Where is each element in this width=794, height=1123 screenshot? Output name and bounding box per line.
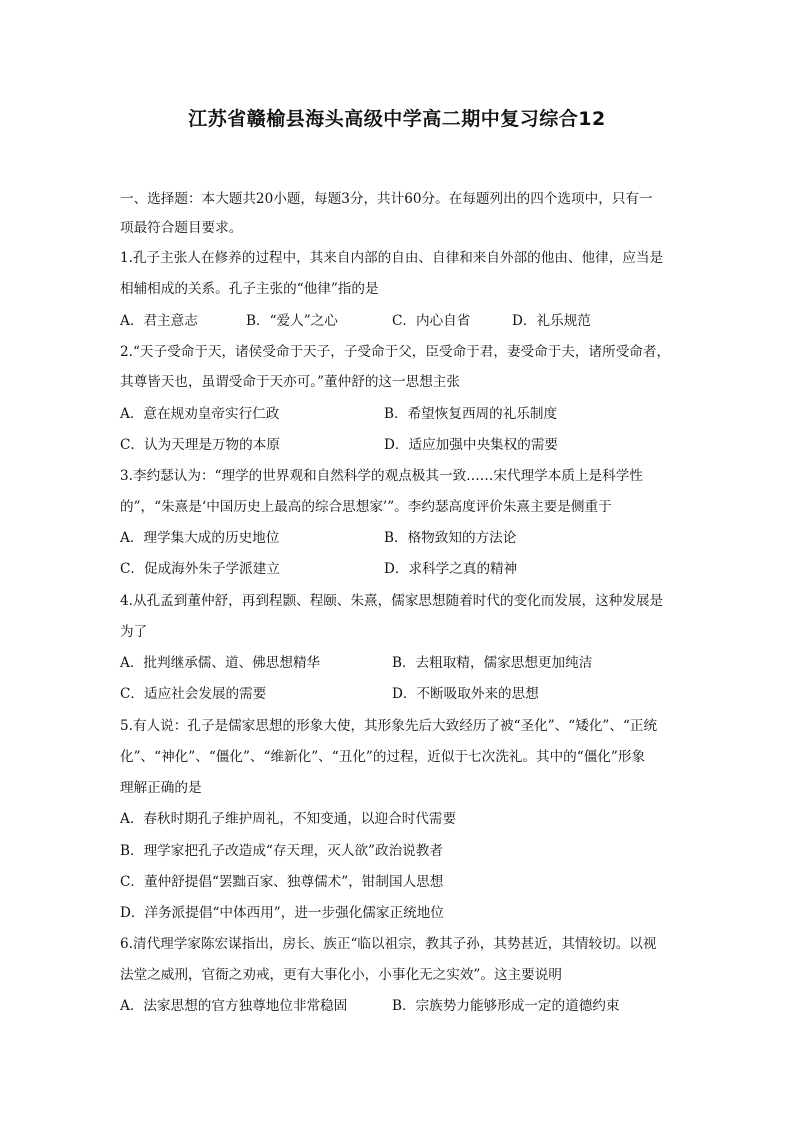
question-5-option-d: D．洋务派提倡“中体西用”，进一步强化儒家正统地位 — [120, 905, 444, 921]
question-1-option-c: C．内心自省 — [392, 313, 471, 329]
question-3-option-b: B．格物致知的方法论 — [384, 530, 517, 546]
question-2-text: 其尊皆天也，虽谓受命于天亦可。”董仲舒的这一思想主张 — [120, 374, 460, 390]
question-1-option-a: A．君主意志 — [120, 313, 198, 329]
question-2-option-c: C．认为天理是万物的本原 — [120, 437, 280, 453]
question-4-option-d: D．不断吸取外来的思想 — [392, 686, 539, 702]
question-5-option-a: A．春秋时期孔子维护周礼，不知变通，以迎合时代需要 — [120, 811, 457, 827]
question-3-option-a: A．理学集大成的历史地位 — [120, 530, 280, 546]
question-6-text: 6.清代理学家陈宏谋指出，房长、族正“临以祖宗，教其子孙，其势甚近，其情较切。以视 — [120, 936, 657, 952]
question-5-option-b: B．理学家把孔子改造成“存天理，灭人欲”政治说教者 — [120, 843, 443, 859]
question-2-text: 2.“天子受命于天，诸侯受命于天子，子受命于父，臣受命于君，妻受命于夫，诸所受命者， — [120, 344, 671, 360]
question-3-option-c: C．促成海外朱子学派建立 — [120, 561, 280, 577]
question-4-option-a: A．批判继承儒、道、佛思想精华 — [120, 655, 321, 671]
question-1-text: 相辅相成的关系。孔子主张的“他律”指的是 — [120, 281, 379, 297]
question-3-text: 的”，“朱熹是‘中国历史上最高的综合思想家’”。李约瑟高度评价朱熹主要是侧重于 — [120, 499, 612, 515]
question-4-option-b: B．去粗取精，儒家思想更加纯洁 — [392, 655, 593, 671]
section-header-line: 项最符合题目要求。 — [120, 220, 243, 236]
question-6-option-b: B．宗族势力能够形成一定的道德约束 — [392, 998, 620, 1014]
document-title: 江苏省赣榆县海头高级中学高二期中复习综合12 — [188, 108, 606, 130]
question-4-text: 为了 — [120, 624, 148, 640]
question-4-option-c: C．适应社会发展的需要 — [120, 686, 267, 702]
question-1-option-b: B．“爱人”之心 — [246, 313, 338, 329]
question-6-text: 法堂之威刑，官衙之劝戒，更有大事化小，小事化无之实效”。这主要说明 — [120, 967, 562, 983]
question-2-option-d: D．适应加强中央集权的需要 — [384, 437, 559, 453]
question-5-text: 化”、“神化”、“僵化”、“维新化”、“丑化”的过程，近似于七次洗礼。其中的“僵化”形象 — [120, 749, 646, 765]
question-1-text: 1.孔子主张人在修养的过程中，其来自内部的自由、自律和来自外部的他由、他律，应当是 — [120, 250, 664, 266]
question-6-option-a: A．法家思想的官方独尊地位非常稳固 — [120, 998, 348, 1014]
question-5-option-c: C．董仲舒提倡“罢黜百家、独尊儒术”，钳制国人思想 — [120, 874, 444, 890]
question-5-text: 理解正确的是 — [120, 780, 202, 796]
question-2-option-a: A．意在规劝皇帝实行仁政 — [120, 406, 280, 422]
question-1-option-d: D．礼乐规范 — [512, 313, 591, 329]
question-3-text: 3.李约瑟认为：“理学的世界观和自然科学的观点极其一致……宋代理学本质上是科学性 — [120, 468, 643, 484]
section-header-line: 一、选择题：本大题共20小题，每题3分，共计60分。在每题列出的四个选项中，只有一 — [120, 191, 653, 207]
question-2-option-b: B．希望恢复西周的礼乐制度 — [384, 406, 558, 422]
question-3-option-d: D．求科学之真的精神 — [384, 561, 518, 577]
question-5-text: 5.有人说：孔子是儒家思想的形象大使，其形象先后大致经历了被“圣化”、“矮化”、“正统 — [120, 718, 658, 734]
question-4-text: 4.从孔孟到董仲舒，再到程颢、程颐、朱熹，儒家思想随着时代的变化而发展，这种发展是 — [120, 593, 664, 609]
